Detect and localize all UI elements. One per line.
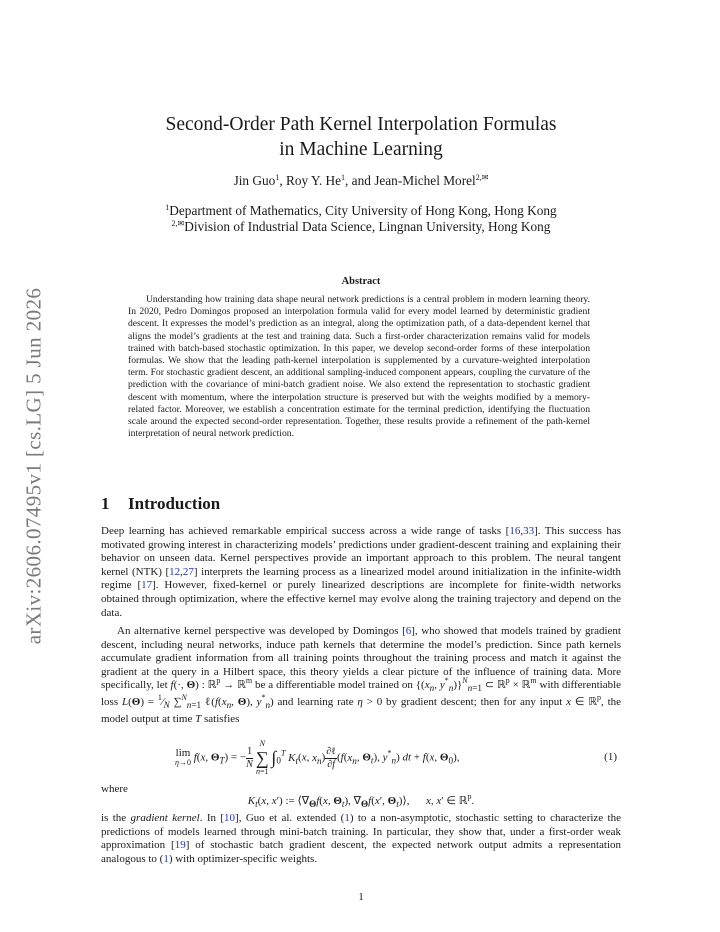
author-name: Jin Guo [233, 173, 276, 188]
citation-link[interactable]: 27 [182, 565, 194, 578]
text-run: An alternative kernel perspective was developed by Domingos [ [117, 625, 406, 637]
math-model: f(·, Θ) : ℝ$^p$ → ℝ$^m$ [170, 676, 253, 692]
text-run: by gradient descent; then for any input [382, 696, 567, 709]
author-mark: 2,✉ [475, 173, 489, 182]
text-run: be a differentiable model trained on [252, 679, 416, 692]
equation-ref-link[interactable]: 1 [163, 852, 169, 865]
author-name: Roy Y. He [285, 173, 342, 188]
citation-link[interactable]: 33 [523, 525, 535, 537]
text-run: , the model output at time [101, 696, 622, 725]
intro-paragraph-2 [101, 625, 621, 727]
text-run: ] interprets the learning process as a linearized model around initialization in the infinite-width regime [ [101, 565, 621, 592]
text-run: ] of stochastic batch gradient descent, the expected network output admits a representation analogous to ( [101, 839, 621, 865]
citation-link[interactable]: 19 [174, 839, 186, 852]
intro-paragraph-1: Deep learning has achieved remarkable empirical success across a wide range of tasks [16,33]. This success has motivated growing interest in characterizing models’ predictions under gradient-descent training and explaining their behavior on unseen data. Kernel perspectives provide an important approach to this problem. The neural tangent kernel (NTK) [12,27] interprets the learning process as a linearized model around initialization in the infinite-width regime [17]. However, fixed-kernel or purely linearized descriptions are incomplete for finite-width networks obtained through optimization, where the effective kernel may evolve along the training trajectory and depend on the data. [101, 525, 621, 619]
math-input: x ∈ ℝ$^p$ [566, 693, 602, 709]
equation-body: lim η→0 f(x, $\Theta_T$) = − $\frac{1}{N}$ N ∑ n=1 $\int_0^T$ $K_t(x$, $x_n$) $\frac{\text{∂ℓ}}{\partial f}$ ($f(x_n$, $\Theta_t$), $y^*_n$) dt + f(x, $\Theta_0$), [175, 739, 460, 776]
affiliation-text: Division of Industrial Data Science, Lingnan University, Hong Kong [184, 219, 551, 234]
equation-number: (1) [604, 751, 617, 763]
arxiv-identifier: arXiv:2606.07495v1 [cs.LG] 5 Jun 2026 [21, 287, 46, 645]
math-loss: $L(\Theta) = ^1⁄_N$ ∑$^N_{n=1}$ $\ell(f(x_n$, Θ), $y^*_n$) [121, 693, 274, 711]
author-mark: 1 [341, 173, 346, 182]
intro-paragraph-3 [101, 812, 621, 866]
math-dataset: {($x_n$, $y^*_n)\}^N_{n=1}$ ⊂ ℝ$^p$ × ℝ$^m$ [415, 676, 537, 694]
citation-link[interactable]: 12 [169, 565, 181, 578]
text-run: ]. However, fixed-kernel or purely linearized descriptions are incomplete for finite-width networks obtained through optimization, where the effective kernel may evolve along the training trajectory and depend on the data. [101, 579, 621, 619]
sum-operator: N ∑ n=1 [255, 739, 269, 776]
equation-1 [101, 739, 621, 775]
author-separator: , and [345, 173, 375, 188]
text-run: . In [ [199, 812, 225, 824]
equation-kernel: $K_t(x$, x′) := $⟨\nabla_\Theta f(x$, $\Theta_t$), $\nabla_\Theta f(x'$, $\Theta_t)⟩$, x, x′ ∈ ℝ$^p$. [247, 792, 475, 810]
text-run: ) to a non-asymptotic, stochastic setting to characterize the predictions of models learned through mini-batch training. In particular, they show that, under a first-order weak approximation [ [101, 812, 622, 852]
math-eta: η > 0 [357, 696, 383, 709]
text-run: ) with optimizer-specific weights. [168, 852, 318, 865]
affiliation-mark: 1 [165, 203, 170, 212]
text-run: and learning rate [273, 696, 358, 709]
affiliation-text: Department of Mathematics, City University of Hong Kong, Hong Kong [169, 203, 557, 218]
equation-ref-link[interactable]: 1 [344, 812, 350, 824]
author-mark: 1 [275, 173, 280, 182]
where-text: where [101, 783, 128, 795]
citation-link[interactable]: 10 [224, 812, 236, 824]
emphasis: gradient kernel [130, 812, 200, 824]
section-heading [101, 494, 220, 514]
fraction: $\frac{\text{∂ℓ}}{\partial f}$ [326, 745, 336, 770]
section-number: 1 [101, 494, 110, 513]
abstract-heading: Abstract [341, 276, 381, 287]
text-run: is the [101, 812, 131, 824]
abstract-text: Understanding how training data shape neural network predictions is a central problem in modern learning theory. In 2020, Pedro Domingos proposed an interpolation formula valid for every model learned by deterministic gradient descent. It expresses the model’s prediction as an integral, along the optimization path, of a data-dependent kernel that aligns the model’s gradients at the test and training data. Such a first-order characterization remains valid for models trained with batch-based stochastic optimization. In this paper, we develop second-order forms of these interpolation formulas. We show that the leading path-kernel interpolation is supplemented by a curvature-weighted interpolation term. For stochastic gradient descent, an additional sampling-induced component appears, coupling the curvature of the prediction with the covariance of mini-batch gradient noise. We also extend the representation to stochastic gradient descent with momentum, where the interpolation structure is preserved but with the weights modified by a memory-related factor. Moreover, we establish a concentration estimate for the terminal prediction, identifying the fluctuation scale around the expected second-order representation. Together, these results provide a refinement of the path-kernel interpretation of neural network prediction. [128, 294, 590, 440]
text-run: ], who showed that models trained by gradient descent, including neural networks, induce path kernels that determine the model’s prediction. Since path kernels accumulate gradient information from all training points throughout the training process and match it against the gradient at the query in a Hilbert space, this theory yields a clear picture of the influence of training data. More specifically, let [101, 625, 621, 692]
citation-link[interactable]: 6 [405, 625, 412, 637]
citation-link[interactable]: 17 [141, 579, 153, 592]
text-run: Deep learning has achieved remarkable empirical success across a wide range of tasks [ [101, 525, 510, 537]
affiliations [101, 203, 621, 235]
text-run: ]. This success has motivated growing interest in characterizing models’ predictions under gradient-descent training and explaining their behavior on unseen data. Kernel perspectives provide an important approach to this problem. The neural tangent kernel (NTK) [ [101, 525, 621, 578]
title-line-2: in Machine Learning [279, 139, 443, 160]
author-name: Jean-Michel Morel [374, 173, 476, 188]
paper-title [101, 112, 621, 162]
section-title: Introduction [128, 494, 221, 513]
affiliation-mark: 2,✉ [171, 219, 185, 228]
author-list [101, 173, 621, 189]
page-number: 1 [358, 891, 364, 903]
title-line-1: Second-Order Path Kernel Interpolation Formulas [165, 114, 557, 135]
math-time: T [195, 712, 202, 725]
author-separator: , [279, 173, 286, 188]
text-run: with differentiable loss [101, 679, 622, 709]
affiliation-line [101, 219, 621, 235]
fraction: $\frac{1}{N}$ [246, 745, 253, 770]
limit-operator: lim η→0 [175, 747, 191, 767]
text-run: ], Guo et al. extended ( [235, 812, 345, 824]
citation-link[interactable]: 16 [509, 525, 521, 537]
affiliation-line [101, 203, 621, 219]
arxiv-stamp [4, 272, 64, 660]
text-run: satisfies [201, 712, 240, 725]
